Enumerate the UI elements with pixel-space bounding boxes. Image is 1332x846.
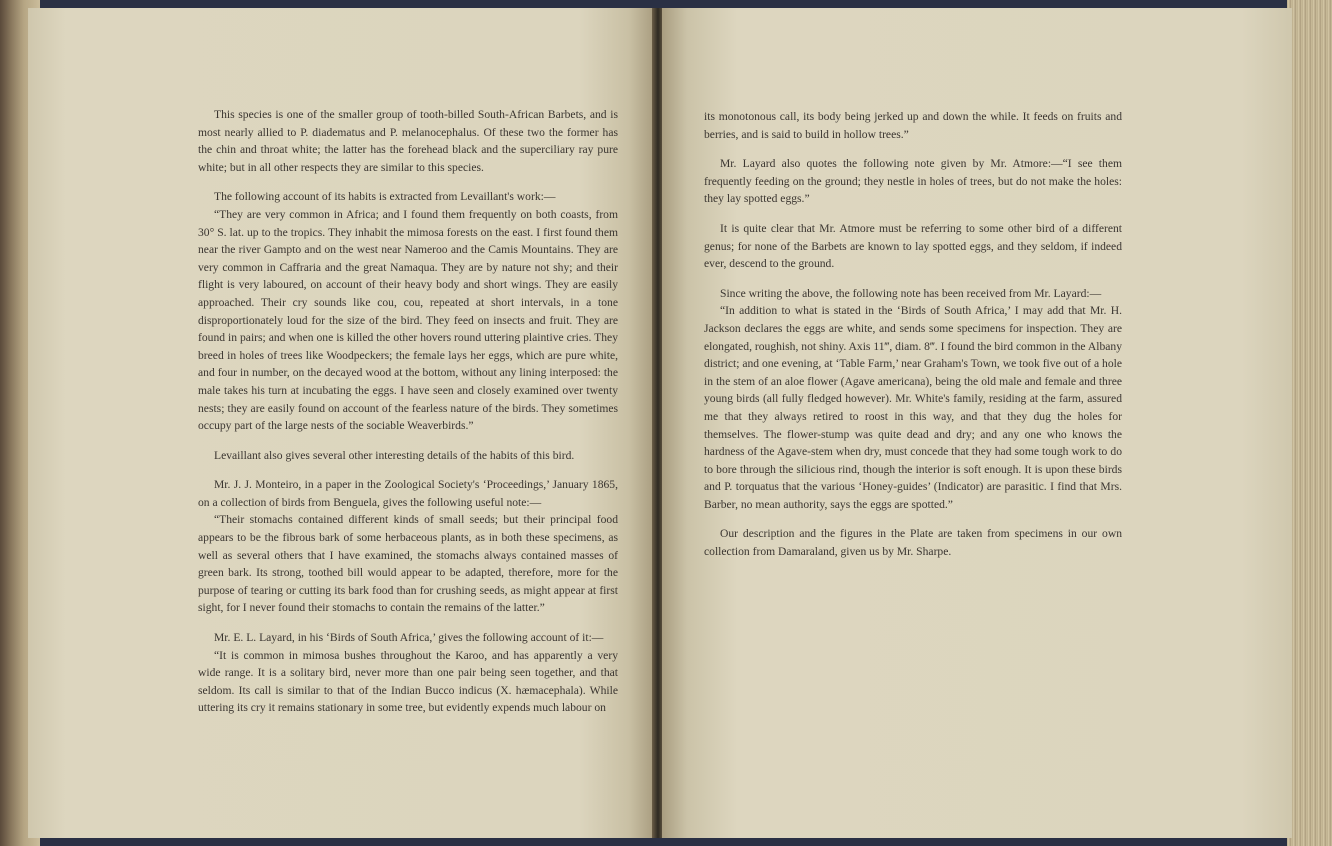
paragraph: Mr. E. L. Layard, in his ‘Birds of South Africa,’ gives the following account of it:— [214,631,604,645]
right-page-text [704,108,1122,561]
book-page-edges-right [1287,0,1332,846]
paragraph: Our description and the figures in the Plate are taken from specimens in our own collection from Damaraland, given us by Mr. Sharpe. [704,527,1122,559]
paragraph: Since writing the above, the following note has been received from Mr. Layard:— [720,286,1102,300]
left-page-text [198,106,618,717]
quote-paragraph: “It is common in mimosa bushes throughout the Karoo, and has apparently a very wide range. It is a solitary bird, never more than one pair being seen together, and that seldom. Its call is similar to that of the Indian Bucco indicus (X. hæmacephala). While uttering its cry it remains stationary in some tree, but evidently expends much labour on [198,648,618,715]
paragraph: This species is one of the smaller group of tooth-billed South-African Barbets, and is most nearly allied to P. diadematus and P. melanocephalus. Of these two the former has the chin and throat white; the latter has the forehead black and the superciliary ray pure white; but in all other respects they are similar to this species. [198,108,618,174]
quote-paragraph: “They are very common in Africa; and I found them frequently on both coasts, from 30° S. lat. up to the tropics. They inhabit the mimosa forests on the east. I first found them near the river Gampto and on the west near Nameroo and the Camis Mountains. They are very common in Caffraria and the great Namaqua. They are by nature not shy; and their flight is very laboured, on account of their heavy body and short wings. They are easily approached. Their cry sounds like cou, cou, repeated at short intervals, in a tone disproportionately loud for the size of the bird. They feed on insects and fruit. They are found in pairs; and when one is killed the other hovers round uttering plaintive cries. They breed in holes of trees like Woodpeckers; the female lays her eggs, which are pure white, and four in number, on the decayed wood at the bottom, without any lining interposed: the male takes his turn at incubating the eggs. I have seen and closely examined over twenty nests; they are easily found on account of the fearless nature of the birds. They sometimes occupy part of the large nests of the sociable Weaverbirds.” [198,207,618,433]
right-page [662,8,1292,838]
quote-paragraph: “Their stomachs contained different kinds of small seeds; but their principal food appears to be the fibrous bark of some herbaceous plants, as in both these specimens, as well as several others that I have examined, the stomachs always contained masses of green bark. Its strong, toothed bill would appear to be adapted, therefore, more for the purpose of tearing or cutting its bark food than for crushing seeds, as might appear at first sight, for I never found their stomachs to contain the remains of the latter.” [198,513,618,615]
quote-paragraph: “In addition to what is stated in the ‘Birds of South Africa,’ I may add that Mr. H. Jackson declares the eggs are white, and sends some specimens for inspection. They are elongated, roughish, not shiny. Axis 11‴, diam. 8‴. I found the bird common in the Albany district; and one evening, at ‘Table Farm,’ near Graham's Town, we took five out of a hole in the stem of an aloe flower (Agave americana), being the old male and female and three young birds (all fully fledged however). Mr. White's family, residing at the farm, assured me that they always retired to roost in this way, and that they dug the holes for themselves. The flower-stump was quite dead and dry; and any one who knows the hardness of the Agave-stem when dry, must concede that they had some tough work to do to bore through the silicious rind, though the interior is soft enough. It is upon these birds and P. torquatus that the various ‘Honey-guides’ (Indicator) are parasitic. I find that Mrs. Barber, no mean authority, says the eggs are spotted.” [704,304,1122,511]
paragraph: its monotonous call, its body being jerked up and down the while. It feeds on fruits and berries, and is said to build in hollow trees.” [704,110,1122,141]
paragraph: Mr. J. J. Monteiro, in a paper in the Zoological Society's ‘Proceedings,’ January 1865, on a collection of birds from Benguela, gives the following useful note:— [198,478,618,509]
left-page [28,8,654,838]
paragraph: The following account of its habits is extracted from Levaillant's work:— [214,190,556,204]
paragraph: It is quite clear that Mr. Atmore must be referring to some other bird of a different genus; for none of the Barbets are known to lay spotted eggs, and they seldom, if indeed ever, descend to the ground. [704,221,1122,271]
paragraph: Mr. Layard also quotes the following note given by Mr. Atmore:—“I see them frequently feeding on the ground; they nestle in holes of trees, but do not make the holes: they lay spotted eggs.” [704,157,1122,206]
paragraph: Levaillant also gives several other interesting details of the habits of this bird. [214,448,575,462]
